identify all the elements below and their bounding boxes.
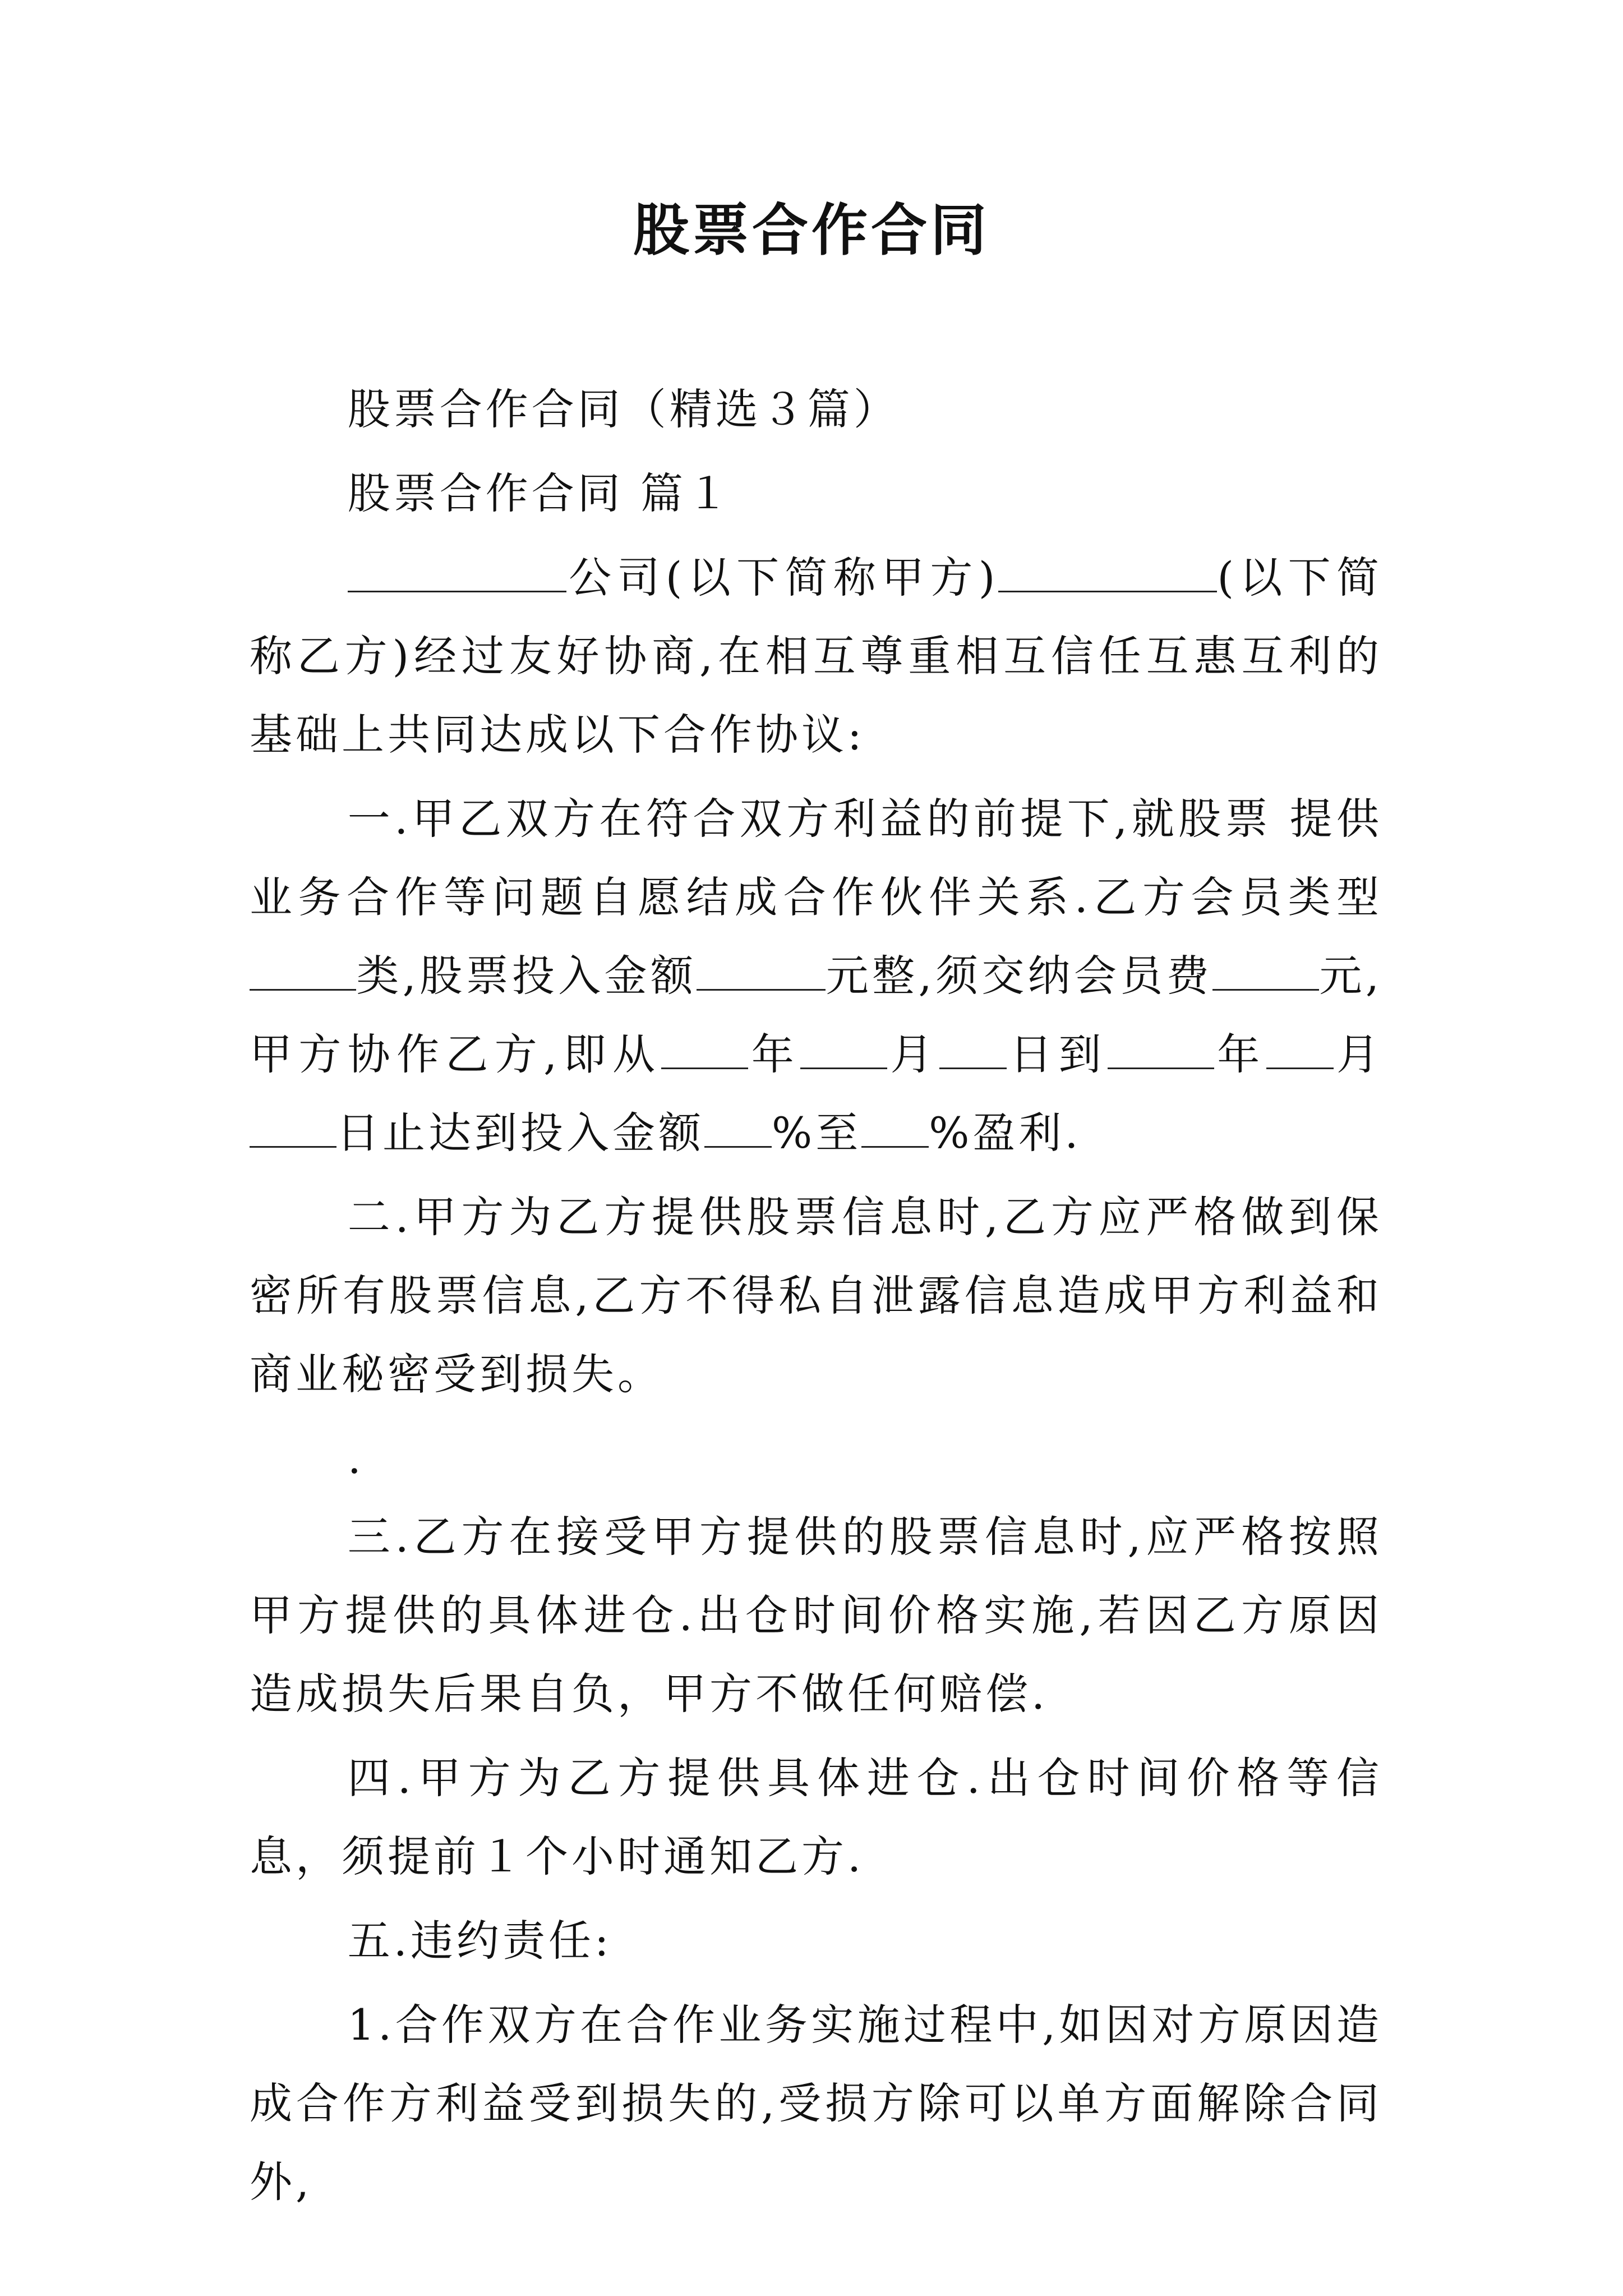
intro-text-2: (以下简称乙方)经过友好协商,在相互尊重相互信任互惠互利的基础上共同达成以下合作协议: <box>250 553 1382 760</box>
intro-text-1: 公司(以下简称甲方) <box>566 553 999 602</box>
document-subtitle: 股票合作合同（精选３篇） <box>347 384 900 434</box>
clause-1-text-6: 月 <box>887 1029 939 1079</box>
intro-paragraph <box>250 539 1382 774</box>
clause-1-text-5: 年 <box>748 1029 801 1079</box>
section-heading: 股票合作合同 篇１ <box>347 468 732 518</box>
amount-blank <box>697 955 826 991</box>
clause-1-text-11: %至 <box>772 1108 862 1158</box>
end-year-blank <box>1108 1034 1214 1069</box>
clause-4: 四.甲方为乙方提供具体进仓.出仓时间价格等信息，须提前１个小时通知乙方. <box>250 1753 1382 1881</box>
clause-1-text-8: 年 <box>1214 1029 1266 1079</box>
fee-blank <box>1212 955 1319 991</box>
profit-min-blank <box>704 1112 772 1148</box>
document-body <box>250 370 1382 2227</box>
clause-1-text-10: 日止达到投入金额 <box>336 1108 704 1158</box>
clause-1-text-3: 元整,须交纳会员费 <box>826 951 1213 1001</box>
party-b-blank <box>998 557 1217 592</box>
profit-max-blank <box>861 1112 929 1148</box>
clause-2: 二.甲方为乙方提供股票信息时,乙方应严格做到保密所有股票信息,乙方不得私自泄露信息造成甲方利益和商业秘密受到损失。 <box>250 1192 1382 1399</box>
clause-5-1: 1.合作双方在合作业务实施过程中,如因对方原因造成合作方利益受到损失的,受损方除可以单方面解除合同外, <box>250 2000 1382 2207</box>
clause-1-text-7: 日到 <box>1006 1029 1108 1079</box>
start-year-blank <box>661 1034 748 1069</box>
start-month-blank <box>800 1034 887 1069</box>
end-day-blank <box>250 1112 336 1148</box>
clause-1 <box>250 780 1382 1172</box>
clause-1-text-4: 元,甲方协作乙方,即从 <box>250 951 1382 1079</box>
clause-3: 三.乙方在接受甲方提供的股票信息时,应严格按照甲方提供的具体进仓.出仓时间价格实施,若因乙方原因造成损失后果自负，甲方不做任何赔偿. <box>250 1512 1382 1719</box>
member-type-blank <box>250 955 356 991</box>
clause-5-heading: 五.违约责任: <box>347 1916 612 1966</box>
clause-1-text-9: 月 <box>1333 1029 1382 1079</box>
clause-1-text-12: %盈利. <box>929 1108 1082 1158</box>
document-title: 股票合作合同 <box>633 197 990 263</box>
separator-dot: . <box>347 1433 365 1483</box>
clause-1-text-1: 一.甲乙双方在符合双方利益的前提下,就股票 提供业务合作等问题自愿结成合作伙伴关系.乙方会员类型 <box>250 794 1382 922</box>
start-day-blank <box>939 1034 1007 1069</box>
clause-1-text-2: 类,股票投入金额 <box>356 951 697 1001</box>
party-a-blank <box>348 557 566 592</box>
end-month-blank <box>1266 1034 1334 1069</box>
